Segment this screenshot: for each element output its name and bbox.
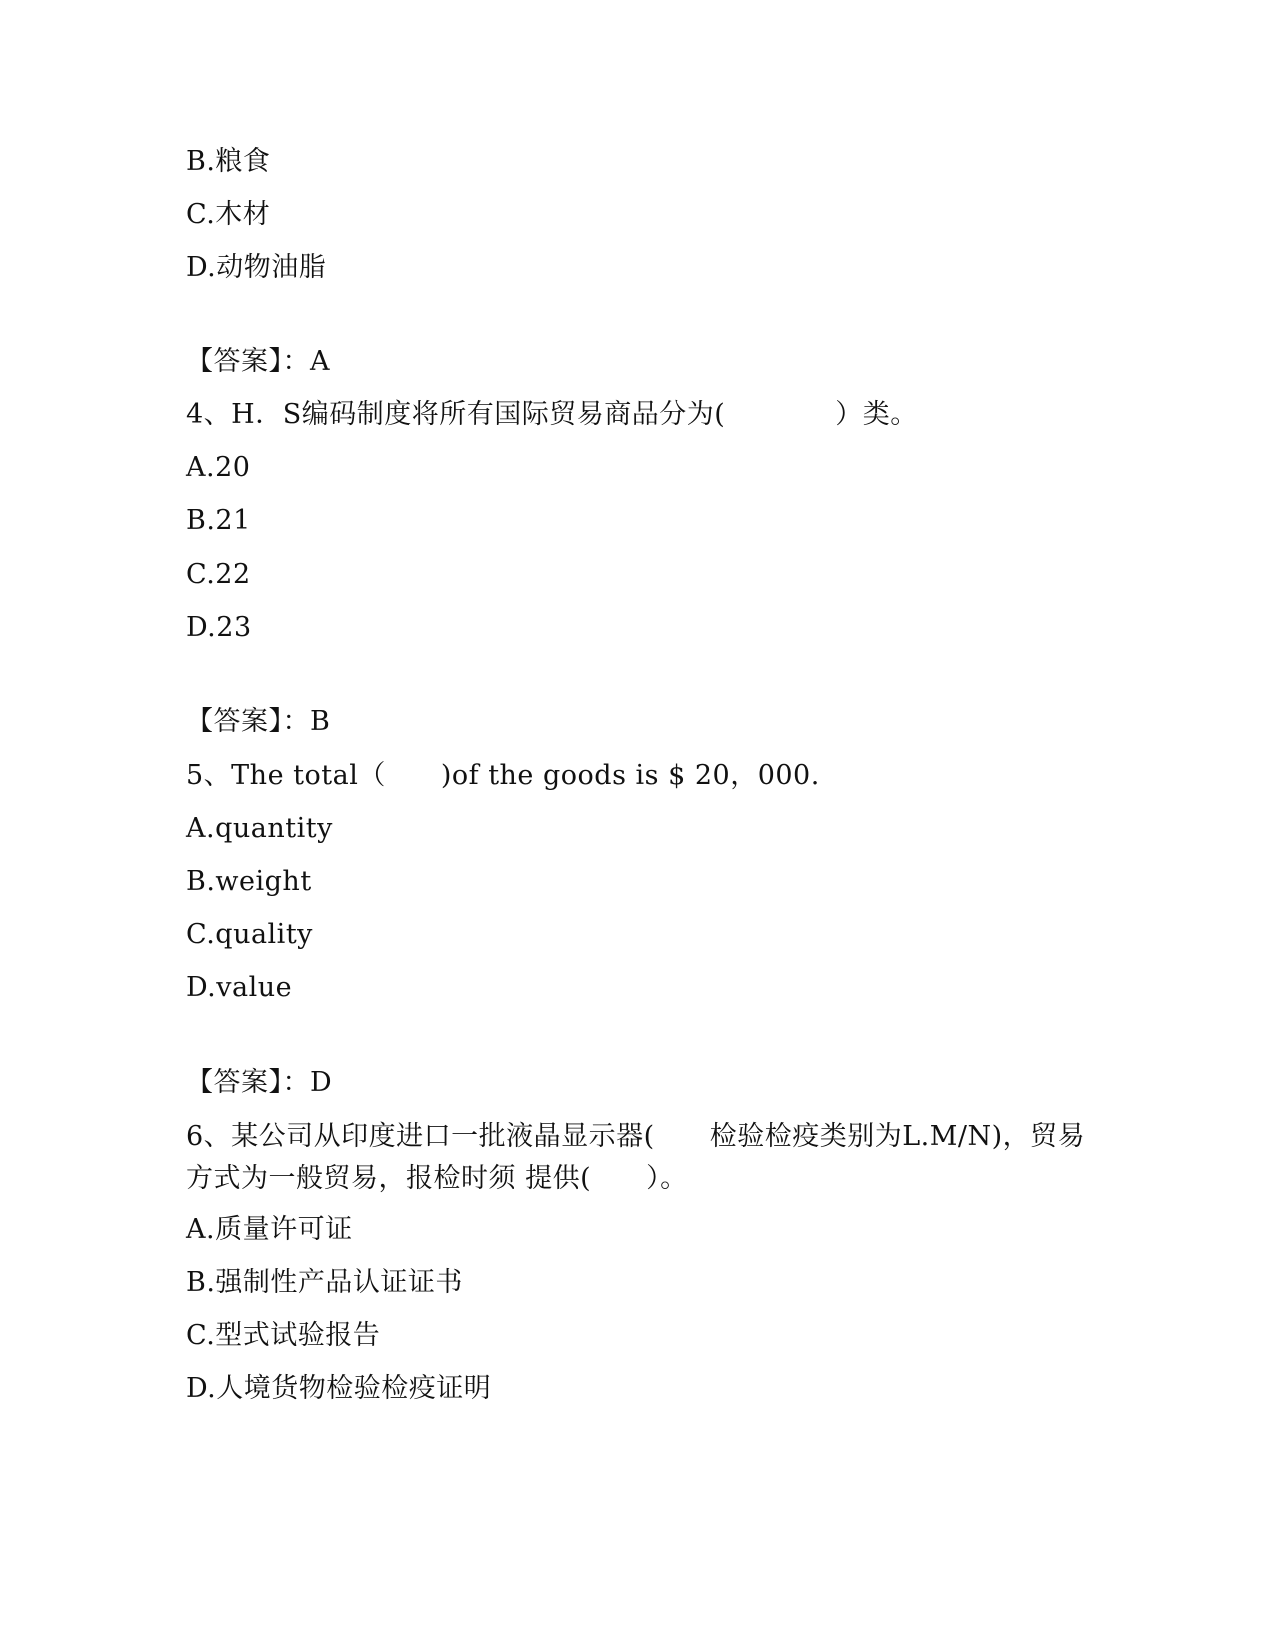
q6-option-a: A.质量许可证 [186, 1214, 353, 1245]
q6-option-b: B.强制性产品认证证书 [186, 1267, 463, 1298]
q4-option-c: C.22 [186, 559, 251, 590]
q3-option-d: D.动物油脂 [186, 252, 327, 283]
q5-option-c: C.quality [186, 919, 313, 950]
q4-option-a: A.20 [186, 452, 251, 483]
q4-option-b: B.21 [186, 505, 251, 536]
q5-option-d: D.value [186, 972, 293, 1003]
q6-option-d: D.人境货物检验检疫证明 [186, 1373, 492, 1404]
q4-option-d: D.23 [186, 612, 252, 643]
q4-stem: 4、H．S编码制度将所有国际贸易商品分为( ）类。 [186, 399, 918, 430]
q5-stem: 5、The total（ )of the goods is $ 20，000. [186, 760, 820, 791]
q6-stem: 6、某公司从印度进口一批液晶显示器( 检验检疫类别为L.M/N)，贸易方式为一般贸易，报检时须 提供( ）。 [186, 1121, 1086, 1194]
q3-option-b: B.粮食 [186, 146, 271, 177]
q5-option-a: A.quantity [186, 813, 333, 844]
q3-answer: 【答案】：A [186, 346, 330, 377]
q5-option-b: B.weight [186, 866, 312, 897]
q3-option-c: C.木材 [186, 199, 271, 230]
q4-answer: 【答案】：B [186, 706, 331, 737]
q5-answer: 【答案】：D [186, 1067, 333, 1098]
q6-option-c: C.型式试验报告 [186, 1320, 381, 1351]
